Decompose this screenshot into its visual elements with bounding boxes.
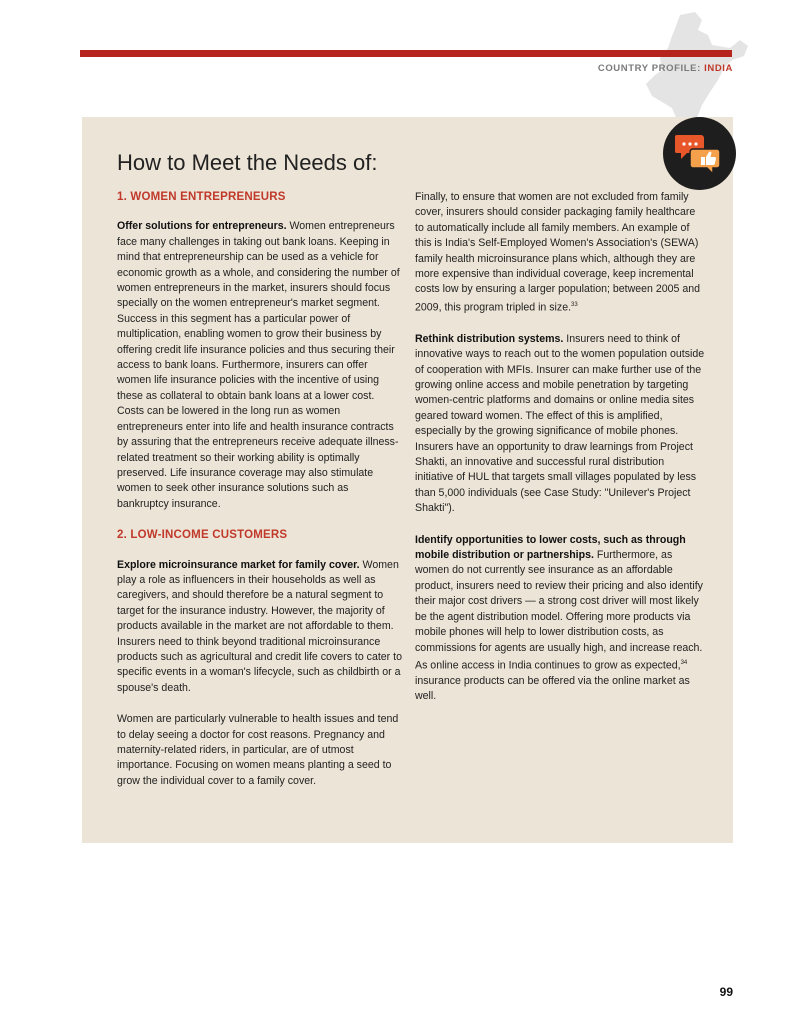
- section-heading-low-income: 2. LOW-INCOME CUSTOMERS: [117, 529, 288, 542]
- page-title: How to Meet the Needs of:: [117, 150, 378, 175]
- footnote-ref: 33: [571, 301, 578, 308]
- chat-like-icon: [663, 117, 736, 190]
- country-name: INDIA: [704, 63, 733, 74]
- paragraph: Finally, to ensure that women are not excluded from family cover, insurers should consider packaging family healthcare to automatically include all family members. An example of this is India's Self-Employed Women's Association's (SEWA) family health microinsurance plans which, although they are more expensive than individual coverage, keep incremental costs low by ensuring a larger population; between 2005 and 2009, this program tripled in size.$^{33}$: [415, 191, 701, 314]
- footnote-ref: 34: [680, 659, 688, 666]
- paragraph: Rethink distribution systems. Insurers need to think of innovative ways to reach out to the women population outside of cooperation with MFIs. Insurer can make further use of the growing online access and mobile penetration by targeting women-centric platforms and domains or online media sites geared toward women. The effect of this is amplified, especially by the growing significance of mobile phones. Insurers have an opportunity to draw learnings from Project Shakti, an innovative and successful rural distribution initiative of HUL that targets small villages populated by less than 5,000 individuals (see Case Study: "Unilever's Project Shakti").: [415, 332, 705, 515]
- section-heading-women-entrepreneurs: 1. WOMEN ENTREPRENEURS: [117, 191, 286, 203]
- page-number: 99: [719, 985, 733, 999]
- paragraph: Women are particularly vulnerable to health issues and tend to delay seeing a doctor for cost reasons. Pregnancy and maternity-related riders, in particular, are of utmost importance. Focusing on women means planting a seed to grow the individual cover to a family cover.: [117, 713, 399, 787]
- header-rule: [80, 50, 732, 57]
- paragraph-lead: Identify opportunities to lower costs, such as through mobile distribution or partnerships.: [415, 533, 686, 562]
- paragraph-lead: Rethink distribution systems.: [415, 332, 564, 345]
- right-column: [415, 190, 705, 721]
- paragraph: Explore microinsurance market for family cover. Women play a role as influencers in their households as well as caregivers, and should therefore be a natural segment to target for the insurance industry. However, the majority of products available in the market are not affordable to them. Insurers need to think beyond traditional microinsurance products such as agricultural and credit life covers to cater to specific events in a woman's lifecycle, such as childbirth or a spouse's death.: [117, 558, 402, 694]
- left-column: [117, 190, 403, 805]
- paragraph-lead: Explore microinsurance market for family cover.: [117, 558, 360, 571]
- paragraph: Offer solutions for entrepreneurs. Women entrepreneurs face many challenges in taking out bank loans. Keeping in mind that entrepreneurship can be used as a vehicle for economic growth as a whole, and considering the number of women entrepreneurs in the market, insurers should focus specially on the women entrepreneur's market segment. Success in this segment has a particular power of multiplication, enabling women to grow their business by offering credit life insurance policies and thus securing their access to bank loans. Furthermore, insurers can offer women life insurance policies with the incentive of using these as collateral to obtain bank loans at a lower cost. Costs can be lowered in the long run as women entrepreneurs enter into life and health insurance contracts by assuring that the entrepreneurs receive adequate illness-related treatment so their working ability is optimally preserved. Life insurance coverage may also stimulate women to seek other insurance solutions such as bankruptcy insurance.: [117, 220, 400, 510]
- country-profile-label: COUNTRY PROFILE: INDIA: [597, 63, 733, 74]
- paragraph: Identify opportunities to lower costs, such as through mobile distribution or partnerships. Furthermore, as women do not currently see insurance as an affordable product, insurers need to review their pricing and also identify their major cost drivers — a strong cost driver will most likely be the agent distribution model. Offering more products via mobile phones will help to lower distribution costs, as commissions for agents are usually high, and increase reach. As online access in India continues to grow as expected,$^{34}$ insurance products can be offered via the online market as well.: [415, 533, 703, 703]
- paragraph-lead: Offer solutions for entrepreneurs.: [117, 220, 287, 233]
